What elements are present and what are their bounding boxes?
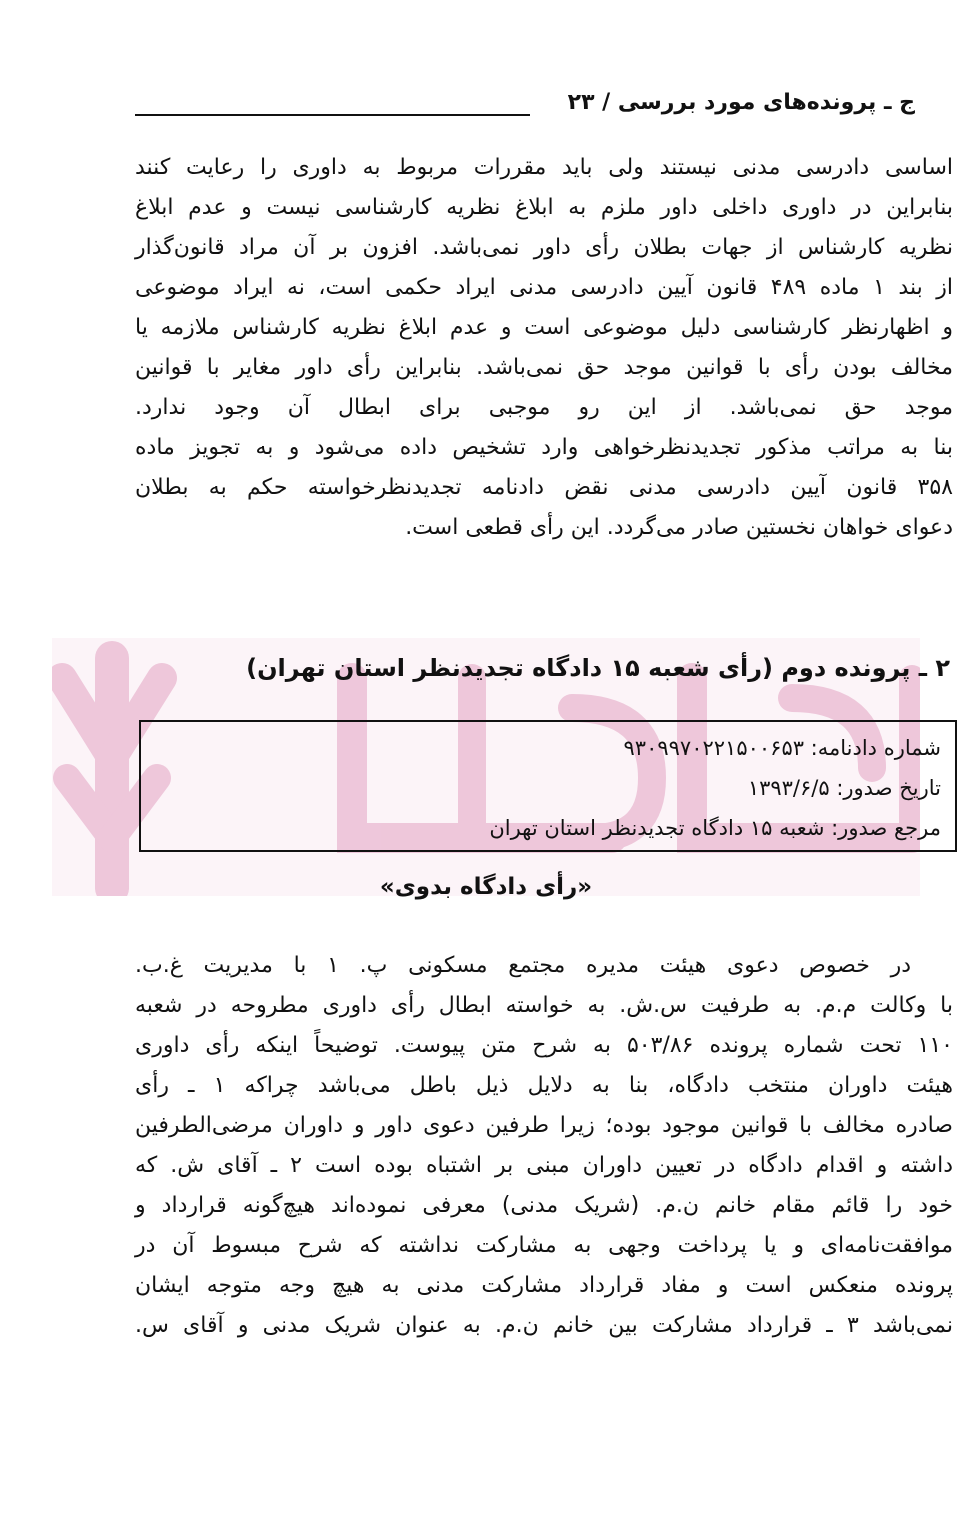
text-line: نمی‌باشد ۳ ـ قرارداد مشارکت بین خانم ن.م. به عنوان شریک مدنی و آقای س. <box>135 1313 953 1338</box>
running-header <box>135 84 915 124</box>
text-line: هیئت داوران منتخب دادگاه، بنا به دلایل ذیل باطل می‌باشد چراکه ۱ ـ رأی <box>135 1073 953 1098</box>
text-line: موافقت‌نامه‌ای و یا پرداخت وجهی به مشارکت نداشته که شرح مبسوط آن در <box>135 1233 953 1258</box>
text-line: اساسی دادرسی مدنی نیستند ولی باید مقررات مربوط به داوری را رعایت کنند <box>135 155 953 180</box>
text-line: داشته و اقدام دادگاه در تعیین داوران مبنی بر اشتباه بوده است ۲ ـ آقای ش. که <box>135 1153 954 1178</box>
text-line: خود را قائم مقام خانم ن.م. (شریک مدنی) معرفی نموده‌اند هیچ‌گونه قرارداد و <box>135 1193 953 1218</box>
text-line: بنا به مراتب مذکور تجدیدنظرخواهی وارد تشخیص داده می‌شود و به تجویز ماده <box>135 435 953 460</box>
text-line: نظریه کارشناس از جهات بطلان رأی داور نمی‌باشد. افزون بر آن مراد قانون‌گذار <box>135 235 953 260</box>
text-line: ۱۱۰ تحت شماره پرونده ۵۰۳/۸۶ به شرح متن پیوست. توضیحاً اینکه رأی داوری <box>135 1033 953 1058</box>
text-line: صادره مخالف با قوانین موجود بوده؛ زیرا طرفین دعوی داور و داوران مرضی‌الطرفین <box>135 1113 953 1138</box>
subheading: «رأی دادگاه بدوی» <box>379 874 593 900</box>
text-line: مخالف بودن رأی با قوانین موجد حق نمی‌باشد. بنابراین رأی داور مغایر با قوانین <box>135 355 953 380</box>
text-line: موجد حق نمی‌باشد. از این رو موجبی برای ابطال آن وجود ندارد. <box>135 395 953 420</box>
header-text: ج ـ پرونده‌های مورد بررسی / ۲۳ <box>567 90 915 115</box>
paragraph-1 <box>135 148 953 548</box>
issuing-authority: مرجع صدور: شعبه ۱۵ دادگاه تجدیدنظر استان تهران <box>489 816 941 840</box>
text-line: پرونده منعکس است و مفاد قرارداد مشارکت مدنی به هیچ وجه متوجه ایشان <box>135 1273 953 1298</box>
text-line: ۳۵۸ قانون آیین دادرسی مدنی نقض دادنامه تجدیدنظرخواسته حکم به بطلان <box>135 475 953 500</box>
case-info-box <box>139 720 957 852</box>
header-rule <box>135 114 530 116</box>
text-line: دعوای خواهان نخستین صادر می‌گردد. این رأی قطعی است. <box>405 515 953 540</box>
issue-date: تاریخ صدور: ۱۳۹۳/۶/۵ <box>747 776 941 800</box>
judgment-number: شماره دادنامه: ۹۳۰۹۹۷۰۲۲۱۵۰۰۶۵۳ <box>623 736 941 760</box>
text-line: با وکالت م.م. به طرفیت س.ش. به خواسته ابطال رأی داوری مطروحه در شعبه <box>135 993 953 1018</box>
paragraph-2 <box>135 946 953 1346</box>
section-title: ۲ ـ پرونده دوم (رأی شعبه ۱۵ دادگاه تجدیدنظر استان تهران) <box>246 654 950 682</box>
text-line: در خصوص دعوی هیئت مدیره مجتمع مسکونی پ. ۱ با مدیریت غ.ب. <box>135 953 911 978</box>
text-line: از بند ۱ ماده ۴۸۹ قانون آیین دادرسی مدنی ایراد حکمی است، نه ایراد موضوعی <box>135 275 953 300</box>
text-line: و اظهارنظر کارشناسی دلیل موضوعی است و عدم ابلاغ نظریه کارشناس ملازمه یا <box>135 315 953 340</box>
text-line: بنابراین در داوری داخلی داور ملزم به ابلاغ نظریه کارشناسی نیست و عدم ابلاغ <box>135 195 953 220</box>
